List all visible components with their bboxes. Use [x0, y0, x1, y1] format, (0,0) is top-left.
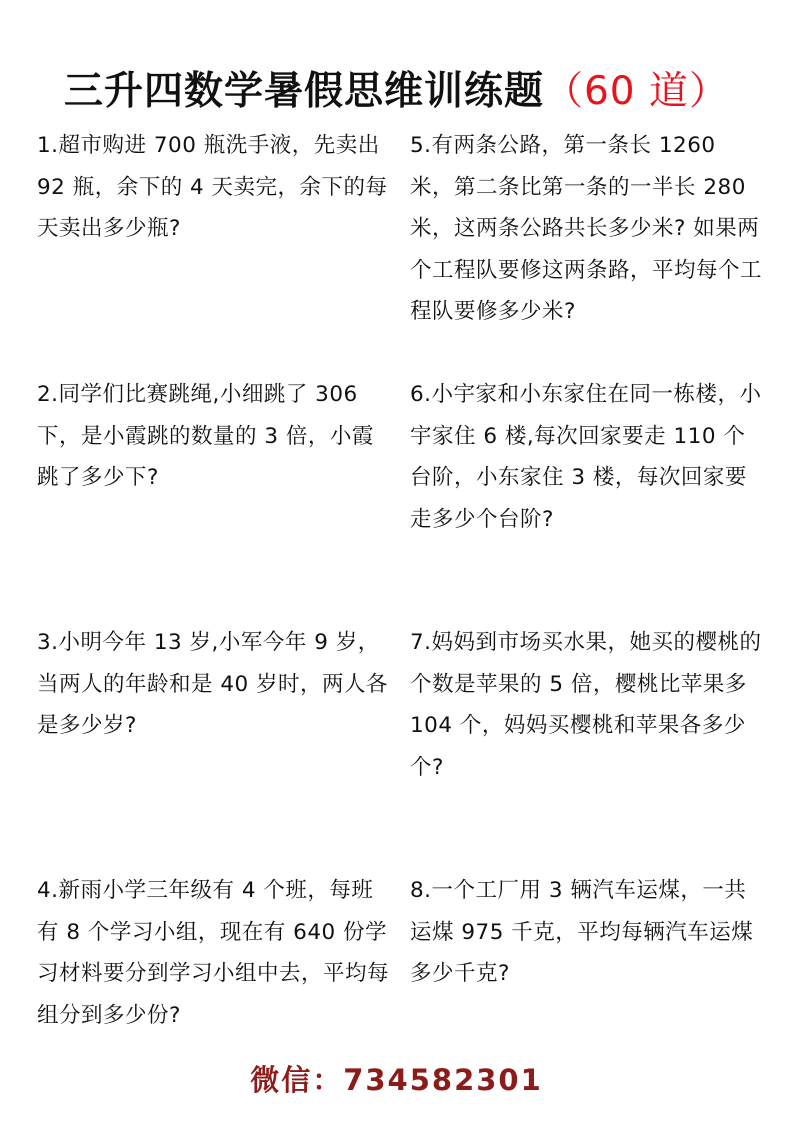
question-6: 6.小宇家和小东家住在同一栋楼，小宇家住 6 楼,每次回家要走 110 个台阶，小东家住 3 楼，每次回家要走多少个台阶? — [410, 382, 762, 532]
question-7: 7.妈妈到市场买水果，她买的樱桃的个数是苹果的 5 倍，樱桃比苹果多 104 个，妈妈买樱桃和苹果各多少个? — [410, 630, 762, 780]
title-count: （60 道） — [543, 69, 730, 114]
question-5: 5.有两条公路，第一条长 1260 米，第二条比第一条的一半长 280 米，这两条公路共长多少米? 如果两个工程队要修这两条路，平均每个工程队要修多少米? — [410, 133, 763, 324]
question-4: 4.新雨小学三年级有 4 个班，每班有 8 个学习小组，现在有 640 份学习材料要分到学习小组中去，平均每组分到多少份? — [37, 878, 390, 1028]
page-title — [0, 60, 793, 116]
question-2: 2.同学们比赛跳绳,小细跳了 306 下，是小霞跳的数量的 3 倍，小霞跳了多少下? — [37, 382, 374, 490]
question-3: 3.小明今年 13 岁,小军今年 9 岁，当两人的年龄和是 40 岁时，两人各是多少岁? — [37, 630, 389, 738]
question-1: 1.超市购进 700 瓶洗手液，先卖出 92 瓶，余下的 4 天卖完，余下的每天卖出多少瓶? — [37, 133, 388, 241]
wechat-contact: 微信：734582301 — [250, 1063, 543, 1097]
title-main: 三升四数学暑假思维训练题 — [63, 69, 544, 114]
question-8: 8.一个工厂用 3 辆汽车运煤，一共运煤 975 千克，平均每辆汽车运煤多少千克? — [410, 878, 754, 986]
